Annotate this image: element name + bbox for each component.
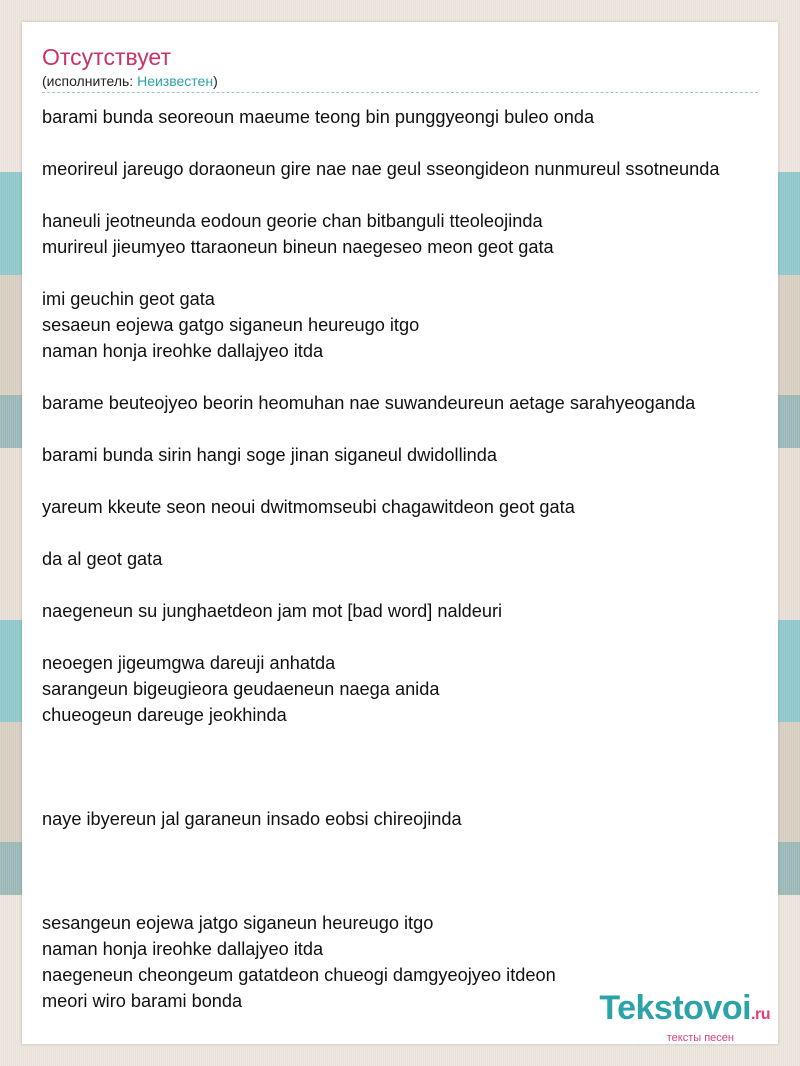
- lyric-line: naye ibyereun jal garaneun insado eobsi chireojinda: [42, 809, 462, 829]
- lyric-blank-line: [42, 572, 774, 598]
- lyric-line: barame beuteojyeo beorin heomuhan nae suwandeureun aetage sarahyeoganda: [42, 393, 696, 413]
- lyrics-page: [22, 22, 778, 1044]
- lyric-line: naegeneun cheongeum gatatdeon chueogi damgyeojyeo itdeon: [42, 965, 556, 985]
- lyric-line: sesaeun eojewa gatgo siganeun heureugo itgo: [42, 315, 420, 335]
- lyric-line: meori wiro barami bonda: [42, 991, 243, 1011]
- lyric-blank-line: [42, 130, 774, 156]
- lyric-line: sesangeun eojewa jatgo siganeun heureugo itgo: [42, 913, 434, 933]
- lyrics-text: [42, 104, 774, 1014]
- lyric-blank-line: [42, 364, 774, 390]
- lyric-line: barami bunda sirin hangi soge jinan siganeul dwidollinda: [42, 445, 497, 465]
- artist-suffix: ): [213, 73, 218, 89]
- lyric-blank-line: [42, 260, 774, 286]
- lyric-blank-line: [42, 858, 774, 884]
- lyric-blank-line: [42, 728, 774, 754]
- logo-tagline: тексты песен: [666, 1032, 734, 1044]
- lyric-blank-line: [42, 780, 774, 806]
- title-divider: [42, 92, 758, 93]
- lyric-line: neoegen jigeumgwa dareuji anhatda: [42, 653, 336, 673]
- site-logo[interactable]: [599, 991, 770, 1044]
- lyric-blank-line: [42, 468, 774, 494]
- lyric-line: barami bunda seoreoun maeume teong bin punggyeongi buleo onda: [42, 107, 595, 127]
- lyric-line: meorireul jareugo doraoneun gire nae nae geul sseongideon nunmureul ssotneunda: [42, 159, 720, 179]
- artist-line: [42, 72, 218, 90]
- lyric-line: imi geuchin geot gata: [42, 289, 215, 309]
- lyric-line: sarangeun bigeugieora geudaeneun naega anida: [42, 679, 440, 699]
- lyric-line: murireul jieumyeo ttaraoneun bineun naegeseo meon geot gata: [42, 237, 554, 257]
- lyric-line: naman honja ireohke dallajyeo itda: [42, 341, 324, 361]
- lyric-blank-line: [42, 624, 774, 650]
- lyric-line: yareum kkeute seon neoui dwitmomseubi chagawitdeon geot gata: [42, 497, 575, 517]
- lyric-line: da al geot gata: [42, 549, 163, 569]
- lyric-line: naman honja ireohke dallajyeo itda: [42, 939, 324, 959]
- artist-link[interactable]: Неизвестен: [137, 73, 214, 89]
- lyric-blank-line: [42, 182, 774, 208]
- lyric-blank-line: [42, 754, 774, 780]
- lyric-blank-line: [42, 520, 774, 546]
- logo-name: Tekstovoi: [599, 989, 752, 1027]
- artist-prefix: (исполнитель:: [42, 73, 138, 89]
- lyric-blank-line: [42, 884, 774, 910]
- lyric-blank-line: [42, 416, 774, 442]
- song-title: Отсутствует: [42, 44, 171, 70]
- lyric-line: naegeneun su junghaetdeon jam mot [bad word] naldeuri: [42, 601, 503, 621]
- logo-tld: .ru: [751, 1006, 770, 1023]
- logo-wordmark: [599, 991, 770, 1032]
- lyric-line: haneuli jeotneunda eodoun georie chan bitbanguli tteoleojinda: [42, 211, 543, 231]
- lyric-blank-line: [42, 832, 774, 858]
- lyric-line: chueogeun dareuge jeokhinda: [42, 705, 287, 725]
